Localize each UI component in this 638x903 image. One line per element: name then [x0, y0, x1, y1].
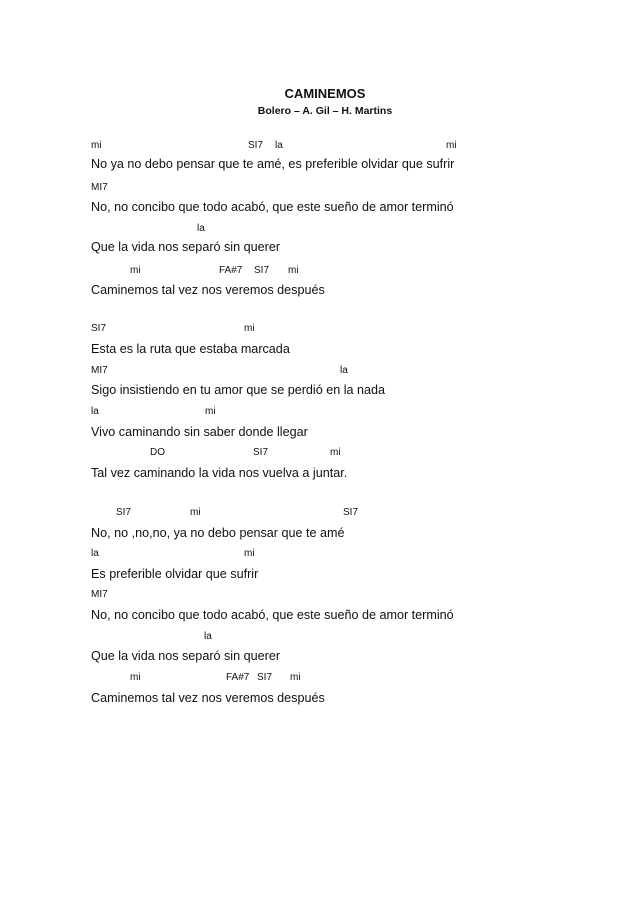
chord-line	[0, 323, 638, 337]
lyric-line: Vivo caminando sin saber donde llegar	[91, 425, 308, 439]
chord-line	[0, 548, 638, 562]
lyric-line: Que la vida nos separó sin querer	[91, 649, 281, 663]
chord: mi	[190, 507, 201, 518]
chord: mi	[244, 323, 255, 334]
chord: SI7	[257, 672, 273, 683]
song-subtitle: Bolero – A. Gil – H. Martins	[257, 105, 393, 117]
lyric-line: No, no concibo que todo acabó, que este sueño de amor terminó	[91, 608, 454, 622]
lyric-line: Que la vida nos separó sin querer	[91, 240, 281, 254]
chord: la	[91, 548, 99, 559]
chord: mi	[91, 140, 102, 151]
chord: mi	[130, 672, 141, 683]
chord: SI7	[254, 265, 270, 276]
lyric-line: Caminemos tal vez nos veremos después	[91, 283, 325, 297]
chord-line	[0, 507, 638, 521]
lyric-line: Es preferible olvidar que sufrir	[91, 567, 259, 581]
chord: MI7	[91, 589, 108, 600]
chord: SI7	[91, 323, 107, 334]
chord: la	[197, 223, 205, 234]
lyric-line: No, no concibo que todo acabó, que este sueño de amor terminó	[91, 200, 454, 214]
lyric-line: Esta es la ruta que estaba marcada	[91, 342, 290, 356]
chord-line	[0, 447, 638, 461]
chord-line	[0, 182, 638, 196]
chord: mi	[288, 265, 299, 276]
chord: MI7	[91, 365, 108, 376]
chord: mi	[205, 406, 216, 417]
chord: SI7	[253, 447, 269, 458]
chord: mi	[244, 548, 255, 559]
lyric-line: No ya no debo pensar que te amé, es preferible olvidar que sufrir	[91, 157, 455, 171]
chord-line	[0, 672, 638, 686]
chord: mi	[330, 447, 341, 458]
chord: mi	[290, 672, 301, 683]
chord: mi	[130, 265, 141, 276]
chord: FA#7	[219, 265, 243, 276]
chord: la	[91, 406, 99, 417]
chord-line	[0, 265, 638, 279]
lyric-line: Sigo insistiendo en tu amor que se perdió en la nada	[91, 383, 386, 397]
lyric-line: Caminemos tal vez nos veremos después	[91, 691, 325, 705]
lyric-line: No, no ,no,no, ya no debo pensar que te amé	[91, 526, 345, 540]
lyric-line: Tal vez caminando la vida nos vuelva a juntar.	[91, 466, 348, 480]
chord-line	[0, 223, 638, 237]
chord: MI7	[91, 182, 108, 193]
song-title: CAMINEMOS	[284, 86, 366, 101]
chord: la	[340, 365, 348, 376]
chord: mi	[446, 140, 457, 151]
chord-line	[0, 365, 638, 379]
chord: la	[204, 631, 212, 642]
chord-line	[0, 406, 638, 420]
chord: SI7	[343, 507, 359, 518]
chord-line	[0, 140, 638, 154]
chord: SI7	[248, 140, 264, 151]
chord: DO	[150, 447, 165, 458]
chord-line	[0, 631, 638, 645]
chord: FA#7	[226, 672, 250, 683]
chord: SI7	[116, 507, 132, 518]
chord-line	[0, 589, 638, 603]
chord: la	[275, 140, 283, 151]
